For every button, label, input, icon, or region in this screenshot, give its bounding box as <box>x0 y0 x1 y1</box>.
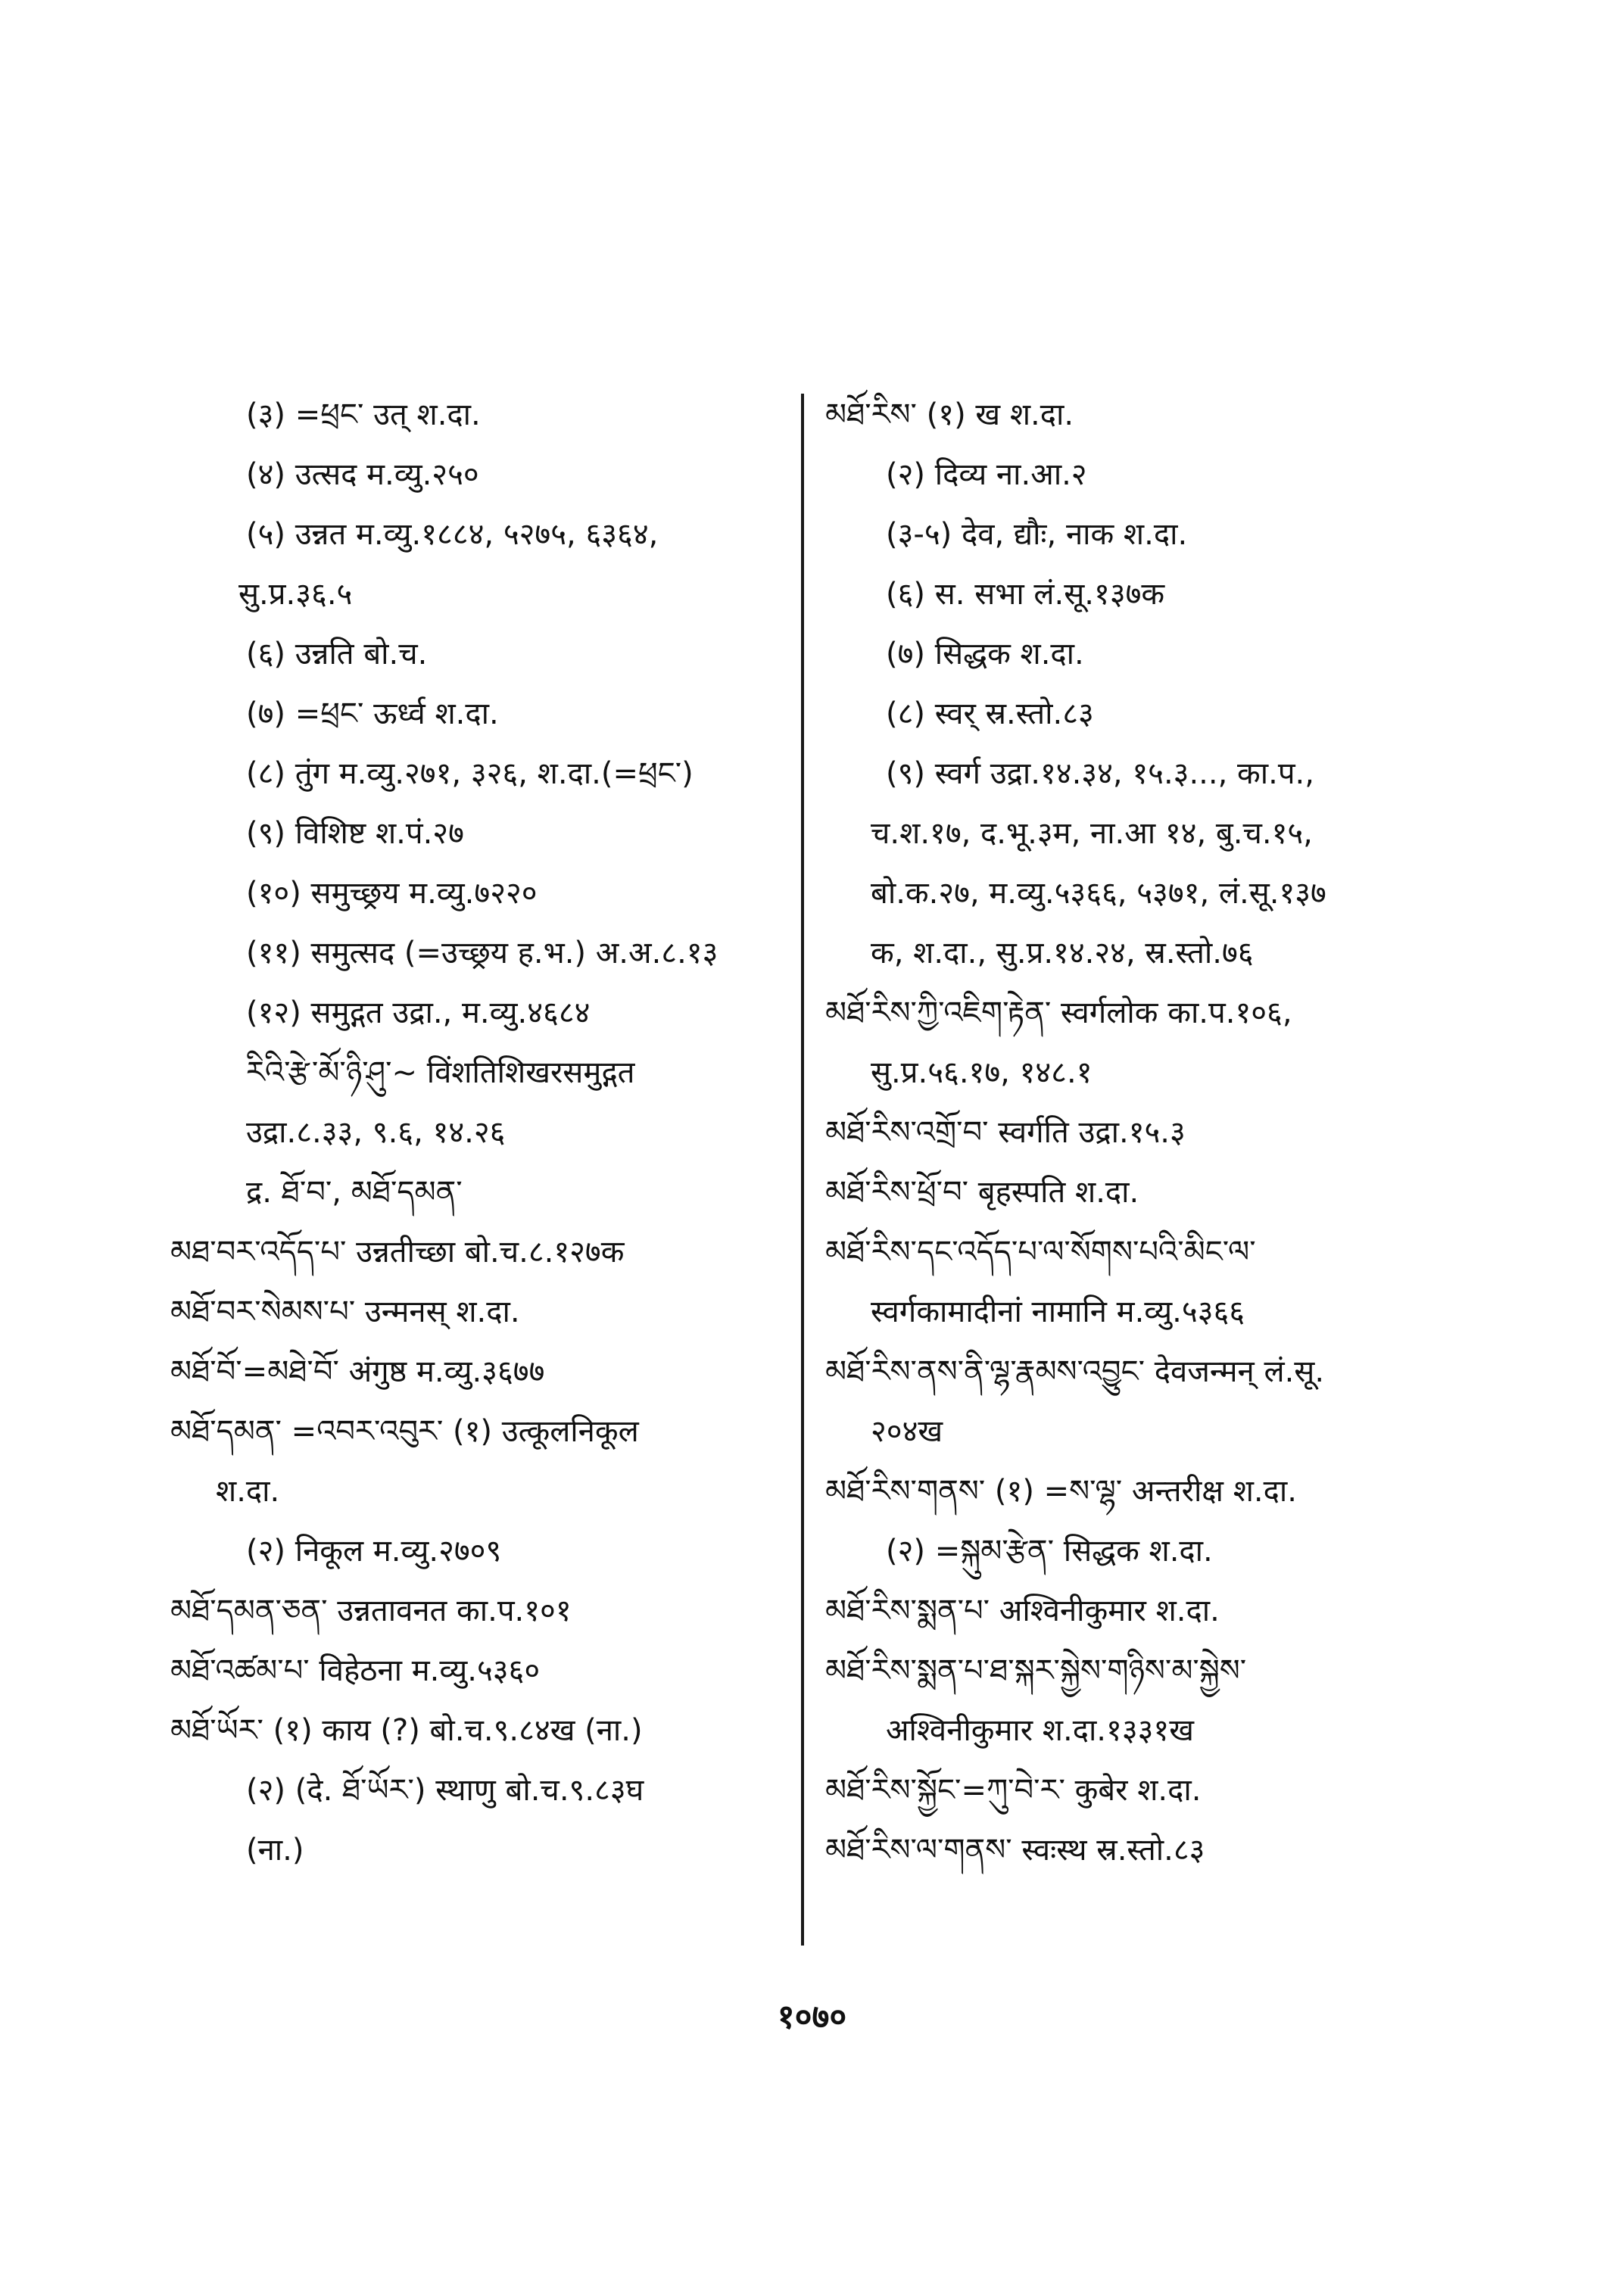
entry-line: མཐོ་རིས་དང་འདོད་པ་ལ་སོགས་པའི་མིང་ལ་ <box>825 1235 1256 1270</box>
entry-line: (२) निकूल म.व्यु.२७०९ <box>246 1534 502 1569</box>
entry-line: (६) स. सभा लं.सू.१३७क <box>886 577 1165 612</box>
entry-line: २०४ख <box>871 1414 943 1449</box>
entry-line: द्र. ཐོ་བ་, མཐོ་དམན་ <box>246 1175 463 1210</box>
entry-line: མཐོ་དམན་ =འབར་འབུར་ (१) उत्कूलनिकूल <box>170 1414 639 1449</box>
entry-line: (८) स्वर् स्र.स्तो.८३ <box>886 696 1094 731</box>
entry-line: (९) विशिष्ट श.पं.२७ <box>246 816 464 851</box>
entry-line: क, श.दा., सु.प्र.१४.२४, स्र.स्तो.७६ <box>871 936 1254 970</box>
entry-line: མཐོ་རིས་ཕྲོ་བ་ बृहस्पति श.दा. <box>825 1175 1139 1210</box>
entry-line: (१२) समुद्गत उद्रा., म.व्यु.४६८४ <box>246 995 591 1030</box>
entry-line: बो.क.२७, म.व्यु.५३६६, ५३७१, लं.सू.१३७ <box>871 876 1326 911</box>
entry-line: सु.प्र.३६.५ <box>238 577 353 612</box>
entry-line: མཐོ་རིས་སྨན་པ་ अश्विनीकुमार श.दा. <box>825 1594 1220 1628</box>
entry-line: མཐོ་བོ་=མཐེ་བོ་ अंगुष्ठ म.व्यु.३६७७ <box>170 1354 545 1389</box>
entry-line: स्वर्गकामादीनां नामानि म.व्यु.५३६६ <box>871 1294 1245 1329</box>
entry-line: (ना.) <box>246 1833 304 1868</box>
entry-line: (७) सिद्धक श.दा. <box>886 637 1084 671</box>
entry-line: (११) समुत्सद (=उच्छ्रय ह.भ.) अ.अ.८.१३ <box>246 936 718 970</box>
entry-line: མཐ་བར་འདོད་པ་ उन्नतीच्छा बो.च.८.१२७क <box>170 1235 625 1270</box>
entry-line: མཐོ་ཡོར་ (१) काय (?) बो.च.९.८४ख (ना.) <box>170 1713 643 1748</box>
entry-line: सु.प्र.५६.१७, १४८.१ <box>871 1055 1093 1090</box>
entry-line: མཐོ་འཚམ་པ་ विहेठना म.व्यु.५३६० <box>170 1653 541 1688</box>
entry-line: མཐོ་རིས་ཀྱི་འཇིག་རྟེན་ स्वर्गलोक का.प.१०६, <box>825 995 1292 1030</box>
column-divider <box>801 394 804 1946</box>
entry-line: (८) तुंग म.व्यु.२७१, ३२६, श.दा.(=ཕྲང་) <box>246 756 694 791</box>
entry-line: མཐོ་རིས་གནས་ (१) =ས་ལྷ་ अन्तरीक्ष श.दा. <box>825 1474 1297 1509</box>
entry-line: (५) उन्नत म.व्यु.१८८४, ५२७५, ६३६४, <box>246 517 659 552</box>
entry-line: མཐོ་བར་སེམས་པ་ उन्मनस् श.दा. <box>170 1294 520 1329</box>
entry-line: (७) =ཕྲང་ ऊर्ध्व श.दा. <box>246 696 499 731</box>
entry-line: (१०) समुच्छ्रय म.व्यु.७२२० <box>246 876 538 911</box>
page-number: १०७० <box>777 1998 847 2036</box>
entry-line: མཐོ་རིས་འགྲོ་བ་ स्वर्गति उद्रा.१५.३ <box>825 1115 1186 1150</box>
entry-line: उद्रा.८.३३, ९.६, १४.२६ <box>246 1115 506 1150</box>
entry-line: (३) =ཕྲང་ उत् श.दा. <box>246 397 481 432</box>
entry-line: མཐོ་རིས་སྐྱོང་=ཀུ་བེ་ར་ कुबेर श.दा. <box>825 1773 1202 1808</box>
entry-line: (४) उत्सद म.व्यु.२५० <box>246 457 479 492</box>
entry-line: अश्विनीकुमार श.दा.१३३१ख <box>886 1713 1194 1748</box>
entry-line: མཐོ་དམན་ཅན་ उन्नतावनत का.प.१०१ <box>170 1594 572 1628</box>
entry-line: མཐོ་རིས་ནས་ནི་ལྷ་རྣམས་འབྱུང་ देवजन्मन् लं.सू. <box>825 1354 1325 1389</box>
entry-line: च.श.१७, द.भू.३म, ना.आ १४, बु.च.१५, <box>871 816 1313 851</box>
entry-line: མཐོ་རིས་ལ་གནས་ स्वःस्थ स्र.स्तो.८३ <box>825 1833 1205 1868</box>
entry-line: (२) दिव्य ना.आ.२ <box>886 457 1087 492</box>
entry-line: (३-५) देव, द्यौः, नाक श.दा. <box>886 517 1188 552</box>
entry-line: མཐོ་རིས་ (१) ख श.दा. <box>825 397 1074 432</box>
entry-line: རིའི་རྩེ་མོ་ཉི་ཤུ་~ विंशतिशिखरसमुद्गत <box>246 1055 635 1090</box>
entry-line: (९) स्वर्ग उद्रा.१४.३४, १५.३..., का.प., <box>886 756 1314 791</box>
entry-line: (६) उन्नति बो.च. <box>246 637 428 671</box>
entry-line: (२) =སྐུམ་རྩེན་ सिद्धक श.दा. <box>886 1534 1213 1569</box>
entry-line: མཐོ་རིས་སྨན་པ་ཐ་སྐར་སྐྱེས་གཉིས་མ་སྐྱེས་ <box>825 1653 1247 1688</box>
entry-line: (२) (दे. ཐོ་ཡོར་) स्थाणु बो.च.९.८३घ <box>246 1773 644 1808</box>
entry-line: श.दा. <box>216 1474 280 1509</box>
